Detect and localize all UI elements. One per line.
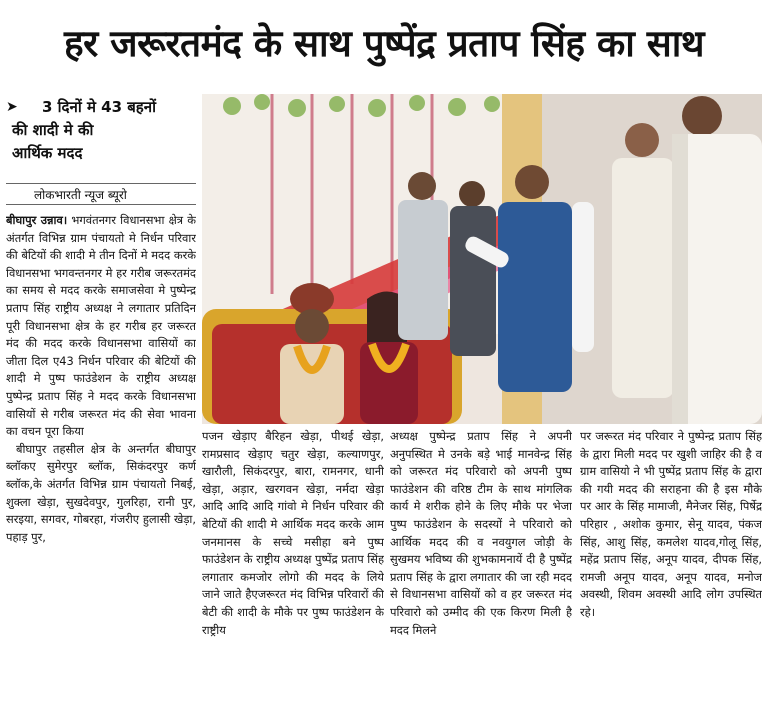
subheading: [6, 96, 196, 165]
col1-paragraph-2: बीघापुर तहसील क्षेत्र के अन्तर्गत बीघापुर ब्लॉकए सुमेरपुर ब्लॉक, सिकंदरपुर कर्ण ब्लॉक,के अंतर्गत विभिन्न ग्राम पंचायतो निबई, शुक्ला खेड़ा, सुखदेवपुर, गुलरिहा, रानी पुर, सरइया, सगवर, गोबरहा, गंजरीए हुलासी खेड़ा, पहाड़ पुर,: [6, 441, 196, 544]
article-column-3: [390, 428, 572, 694]
wedding-photo-illustration: [202, 94, 762, 424]
subheading-line-3: आर्थिक मदद: [12, 144, 83, 162]
col4-paragraph: पर जरूरत मंद परिवार ने पुष्पेन्द्र प्रताप सिंह के द्वारा मिली मदद पर खुशी जाहिर की है व ग्राम वासियो ने भी पुष्पेंद्र प्रताप सिंह के द्वारा की गयी मदद की सराहना की है इस मौके पर आर के सिंह मामाजी, मैनेजर सिंह, पिर्षेद्र परिहार , अशोक कुमार, सेनू यादव, पंकज सिंह, आशु सिंह, कमलेश यादव,गोलू सिंह, महेंद्र प्रताप सिंह, अनूप यादव, दीपक सिंह, रामजी अनूप यादव, अनूप यादव, मनोज अवस्थी, शिवम अवस्थी आदि लोग उपस्थित रहे।: [580, 429, 762, 619]
col3-paragraph: अध्यक्ष पुष्पेन्द्र प्रताप सिंह ने अपनी अनुपस्थित मे उनके बड़े भाई मानवेन्द्र सिंह को जरूरत मंद परिवारो को अपनी पुष्प फाउंडेशन की वरिष्ठ टीम के साथ मांगलिक कार्य मे शरीक होने के लिए मौके पर भेजा पुष्प फाउंडेशन के सदस्यों ने परिवारो को आर्थिक मदद की व नवयुगल जोड़ी के सुखमय भविष्य की शुभकामनायें दी है पुष्पेंद्र प्रताप सिंह के द्वारा लगातार की जा रही मदद से विधानसभा वासियों को व हर जरूरत मंद परिवारो को उम्मीद की एक किरण मिली है मदद मिलने: [390, 429, 572, 637]
subheading-line-2: की शादी मे की: [12, 121, 94, 139]
headline: हर जरूरतमंद के साथ पुष्पेंद्र प्रताप सिंह का साथ: [64, 22, 704, 65]
byline: लोकभारती न्यूज ब्यूरो: [6, 183, 196, 205]
arrow-icon: ➤: [6, 99, 18, 115]
subheading-line-1: 3 दिनों मे 43 बहनों: [42, 98, 156, 116]
article-column-2: [202, 428, 384, 694]
news-photo: [202, 94, 762, 424]
col1-paragraph-1: भगवंतनगर विधानसभा क्षेत्र के अंतर्गत विभिन्न ग्राम पंचायतो मे निर्धन परिवार की बेटियों की शादी मे तीन दिनों मे मदद करके विधानसभा भगवन्तनगर मे हर गरीब जरूरतमंद का समय से मदद करके समाजसेवा मे पुष्पेन्द्र प्रताप सिंह राष्ट्रीय अध्यक्ष ने लगातार प्रतिदिन पूरी विधानसभा क्षेत्र के हर गरीब हर जरूरत मंद की मदद करके विधानसभा वासियों का जीता दिल ए43 निर्धन परिवार की बेटियों की शादी मे पुष्प फाउंडेशन के राष्ट्रीय अध्यक्ष पुष्पेन्द्र प्रताप सिंह ने मदद करके विधानसभा वासियों से गरीब जरूरत मंद की सेवा भावना का वचन पूरा किया: [6, 213, 196, 439]
article-column-1: [6, 212, 196, 694]
dateline: बीघापुर उन्नाव।: [6, 213, 68, 227]
article-column-4: [580, 428, 762, 694]
col2-paragraph: पजन खेड़ाए बैरिहन खेड़ा, पीथई खेड़ा, रामप्रसाद खेड़ाए चतुर खेड़ा, कल्याणपुर, खारौली, सिकंदरपुर, बारा, रामनगर, धानी खेड़ा, अड़ार, खरगवन खेड़ा, नर्मदा खेड़ा आदि आदि आदि गांवो मे निर्धन परिवार की बेटियों की शादी मे आर्थिक मदद करके आम जनमानस के सच्चे मसीहा बने पुष्प फाउंडेशन के राष्ट्रीय अध्यक्ष पुष्पेंद्र प्रताप सिंह लगातार कमजोर लोगो की मदद के लिये जाने जाते हैएजरूरत मंद विभिन्न परिवारों की बेटी की शादी के मौके पर पुष्प फाउंडेशन के राष्ट्रीय: [202, 429, 384, 637]
